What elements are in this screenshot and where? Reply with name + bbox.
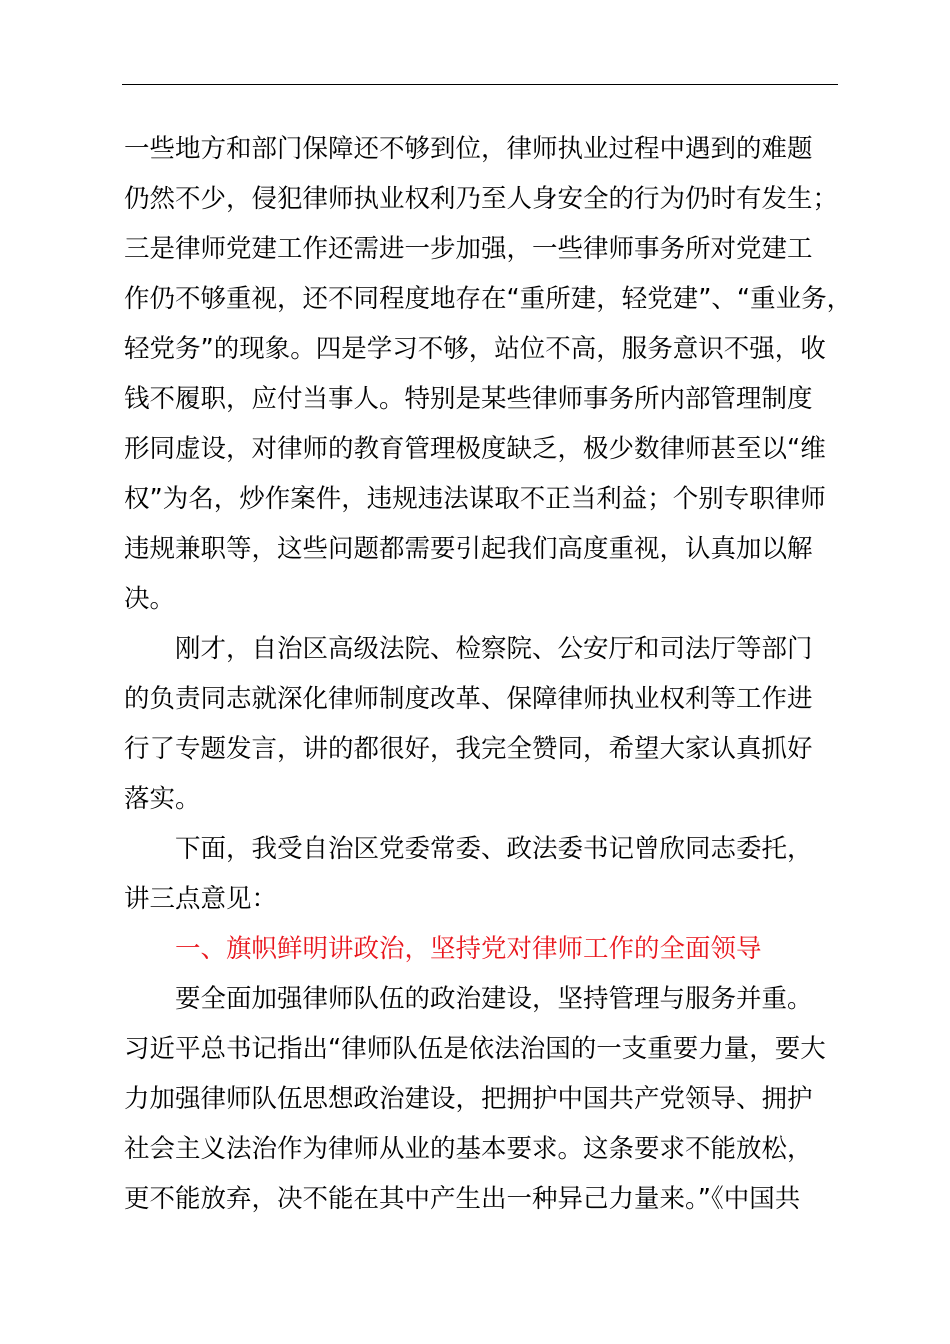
text-line: 作仍不够重视，还不同程度地存在“重所建，轻党建”、“重业务，: [124, 284, 853, 314]
text-line: 社会主义法治作为律师从业的基本要求。这条要求不能放松，: [124, 1134, 813, 1164]
text-line: 习近平总书记指出“律师队伍是依法治国的一支重要力量，要大: [124, 1034, 826, 1064]
header-rule: [122, 84, 838, 85]
text-line: 违规兼职等，这些问题都需要引起我们高度重视，认真加以解: [124, 534, 813, 564]
paragraph-start-line: 下面，我受自治区党委常委、政法委书记曾欣同志委托，: [175, 834, 813, 864]
text-line: 落实。: [124, 784, 201, 814]
text-line: 更不能放弃，决不能在其中产生出一种异己力量来。”《中国共: [124, 1184, 801, 1214]
text-line: 仍然不少，侵犯律师执业权利乃至人身安全的行为仍时有发生；: [124, 184, 839, 214]
text-line: 力加强律师队伍思想政治建设，把拥护中国共产党领导、拥护: [124, 1084, 813, 1114]
section-heading: 一、旗帜鲜明讲政治，坚持党对律师工作的全面领导: [175, 934, 762, 964]
document-body: [124, 124, 864, 1224]
text-line: 轻党务”的现象。四是学习不够，站位不高，服务意识不强，收: [124, 334, 826, 364]
text-line: 权”为名，炒作案件，违规违法谋取不正当利益；个别专职律师: [124, 484, 826, 514]
paragraph-start-line: 刚才，自治区高级法院、检察院、公安厅和司法厅等部门: [175, 634, 813, 664]
text-line: 钱不履职，应付当事人。特别是某些律师事务所内部管理制度: [124, 384, 813, 414]
paragraph-start-line: 要全面加强律师队伍的政治建设，坚持管理与服务并重。: [175, 984, 813, 1014]
text-line: 讲三点意见：: [124, 884, 278, 914]
text-line: 一些地方和部门保障还不够到位，律师执业过程中遇到的难题: [124, 134, 813, 164]
text-line: 决。: [124, 584, 176, 614]
text-line: 的负责同志就深化律师制度改革、保障律师执业权利等工作进: [124, 684, 813, 714]
text-line: 形同虚设，对律师的教育管理极度缺乏，极少数律师甚至以“维: [124, 434, 826, 464]
text-line: 行了专题发言，讲的都很好，我完全赞同，希望大家认真抓好: [124, 734, 813, 764]
text-line: 三是律师党建工作还需进一步加强，一些律师事务所对党建工: [124, 234, 813, 264]
